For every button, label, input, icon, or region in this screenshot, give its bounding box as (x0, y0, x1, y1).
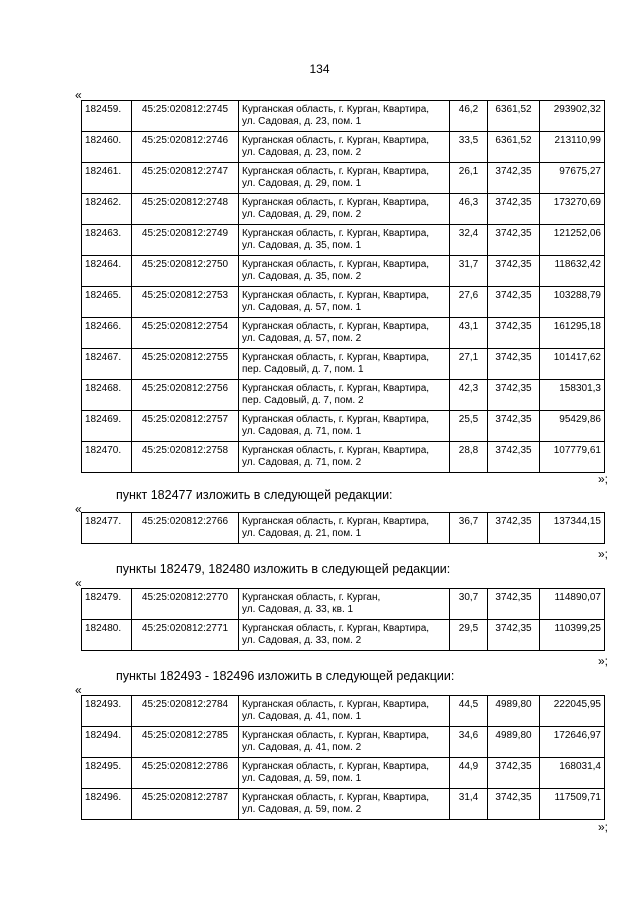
address-line-2: ул. Садовая, д. 23, пом. 1 (242, 116, 362, 127)
address-cell (239, 411, 450, 442)
unit-price-cell: 3742,35 (488, 318, 540, 349)
address-line-1: Курганская область, г. Курган, Квартира, (242, 414, 430, 425)
unit-price-cell: 3742,35 (488, 194, 540, 225)
open-quote: « (75, 683, 82, 697)
register-table (81, 695, 605, 820)
unit-price-cell: 3742,35 (488, 349, 540, 380)
area-cell: 33,5 (450, 132, 488, 163)
address-line-2: ул. Садовая, д. 59, пом. 2 (242, 804, 362, 815)
table-row (82, 411, 605, 442)
item-number-cell: 182494. (82, 727, 132, 758)
register-table (81, 100, 605, 473)
unit-price-cell: 3742,35 (488, 758, 540, 789)
address-cell (239, 758, 450, 789)
address-cell (239, 589, 450, 620)
unit-price-cell: 3742,35 (488, 789, 540, 820)
address-line-1: Курганская область, г. Курган, Квартира, (242, 699, 430, 710)
table-body (82, 513, 605, 544)
address-line-1: Курганская область, г. Курган, Квартира, (242, 516, 430, 527)
address-cell (239, 101, 450, 132)
address-line-2: ул. Садовая, д. 29, пом. 2 (242, 209, 362, 220)
cadastral-number-cell: 45:25:020812:2754 (132, 318, 239, 349)
unit-price-cell: 3742,35 (488, 225, 540, 256)
total-value-cell: 114890,07 (540, 589, 605, 620)
area-cell: 29,5 (450, 620, 488, 651)
table-row (82, 318, 605, 349)
cadastral-number-cell: 45:25:020812:2757 (132, 411, 239, 442)
page-number: 134 (309, 62, 330, 76)
total-value-cell: 95429,86 (540, 411, 605, 442)
area-cell: 46,2 (450, 101, 488, 132)
table-row (82, 349, 605, 380)
amendment-instruction: пункты 182493 - 182496 изложить в следующей редакции: (116, 669, 455, 683)
area-cell: 36,7 (450, 513, 488, 544)
table-row (82, 620, 605, 651)
total-value-cell: 121252,06 (540, 225, 605, 256)
address-line-2: ул. Садовая, д. 71, пом. 1 (242, 426, 362, 437)
cadastral-number-cell: 45:25:020812:2756 (132, 380, 239, 411)
cadastral-number-cell: 45:25:020812:2747 (132, 163, 239, 194)
cadastral-number-cell: 45:25:020812:2753 (132, 287, 239, 318)
address-line-2: ул. Садовая, д. 59, пом. 1 (242, 773, 362, 784)
total-value-cell: 158301,3 (540, 380, 605, 411)
address-line-2: ул. Садовая, д. 57, пом. 1 (242, 302, 362, 313)
close-quote: »; (598, 654, 609, 668)
table-row (82, 163, 605, 194)
table-row (82, 513, 605, 544)
area-cell: 43,1 (450, 318, 488, 349)
total-value-cell: 173270,69 (540, 194, 605, 225)
address-line-2: ул. Садовая, д. 71, пом. 2 (242, 457, 362, 468)
address-line-2: ул. Садовая, д. 35, пом. 1 (242, 240, 362, 251)
cadastral-number-cell: 45:25:020812:2746 (132, 132, 239, 163)
table-row (82, 287, 605, 318)
register-table (81, 588, 605, 651)
unit-price-cell: 3742,35 (488, 442, 540, 473)
unit-price-cell: 3742,35 (488, 380, 540, 411)
unit-price-cell: 3742,35 (488, 163, 540, 194)
address-line-1: Курганская область, г. Курган, Квартира, (242, 623, 430, 634)
table-body (82, 589, 605, 651)
area-cell: 30,7 (450, 589, 488, 620)
area-cell: 32,4 (450, 225, 488, 256)
item-number-cell: 182468. (82, 380, 132, 411)
address-line-2: пер. Садовый, д. 7, пом. 1 (242, 364, 364, 375)
table-row (82, 132, 605, 163)
total-value-cell: 172646,97 (540, 727, 605, 758)
area-cell: 28,8 (450, 442, 488, 473)
unit-price-cell: 3742,35 (488, 411, 540, 442)
address-cell (239, 513, 450, 544)
area-cell: 26,1 (450, 163, 488, 194)
cadastral-number-cell: 45:25:020812:2758 (132, 442, 239, 473)
total-value-cell: 110399,25 (540, 620, 605, 651)
unit-price-cell: 6361,52 (488, 101, 540, 132)
close-quote: »; (598, 472, 609, 486)
area-cell: 27,6 (450, 287, 488, 318)
area-cell: 44,9 (450, 758, 488, 789)
area-cell: 44,5 (450, 696, 488, 727)
address-line-2: ул. Садовая, д. 57, пом. 2 (242, 333, 362, 344)
address-cell (239, 789, 450, 820)
address-cell (239, 727, 450, 758)
item-number-cell: 182479. (82, 589, 132, 620)
cadastral-number-cell: 45:25:020812:2771 (132, 620, 239, 651)
open-quote: « (75, 502, 82, 516)
address-cell (239, 287, 450, 318)
unit-price-cell: 3742,35 (488, 620, 540, 651)
total-value-cell: 293902,32 (540, 101, 605, 132)
address-line-1: Курганская область, г. Курган, (242, 592, 381, 603)
item-number-cell: 182477. (82, 513, 132, 544)
address-line-2: ул. Садовая, д. 33, кв. 1 (242, 604, 354, 615)
unit-price-cell: 3742,35 (488, 513, 540, 544)
total-value-cell: 222045,95 (540, 696, 605, 727)
address-line-1: Курганская область, г. Курган, Квартира, (242, 135, 430, 146)
cadastral-number-cell: 45:25:020812:2750 (132, 256, 239, 287)
address-cell (239, 318, 450, 349)
item-number-cell: 182462. (82, 194, 132, 225)
unit-price-cell: 6361,52 (488, 132, 540, 163)
item-number-cell: 182461. (82, 163, 132, 194)
table-row (82, 727, 605, 758)
item-number-cell: 182466. (82, 318, 132, 349)
total-value-cell: 161295,18 (540, 318, 605, 349)
total-value-cell: 103288,79 (540, 287, 605, 318)
item-number-cell: 182496. (82, 789, 132, 820)
area-cell: 31,4 (450, 789, 488, 820)
table-row (82, 696, 605, 727)
address-cell (239, 194, 450, 225)
close-quote: »; (598, 820, 609, 834)
address-line-1: Курганская область, г. Курган, Квартира, (242, 104, 430, 115)
area-cell: 46,3 (450, 194, 488, 225)
table-row (82, 225, 605, 256)
address-line-2: ул. Садовая, д. 35, пом. 2 (242, 271, 362, 282)
item-number-cell: 182465. (82, 287, 132, 318)
cadastral-number-cell: 45:25:020812:2786 (132, 758, 239, 789)
cadastral-number-cell: 45:25:020812:2787 (132, 789, 239, 820)
table-row (82, 758, 605, 789)
table-row (82, 442, 605, 473)
address-line-1: Курганская область, г. Курган, Квартира, (242, 321, 430, 332)
cadastral-number-cell: 45:25:020812:2748 (132, 194, 239, 225)
area-cell: 27,1 (450, 349, 488, 380)
table-row (82, 589, 605, 620)
unit-price-cell: 4989,80 (488, 696, 540, 727)
total-value-cell: 117509,71 (540, 789, 605, 820)
address-line-1: Курганская область, г. Курган, Квартира, (242, 197, 430, 208)
unit-price-cell: 3742,35 (488, 589, 540, 620)
total-value-cell: 107779,61 (540, 442, 605, 473)
table-row (82, 256, 605, 287)
address-line-1: Курганская область, г. Курган, Квартира, (242, 290, 430, 301)
unit-price-cell: 4989,80 (488, 727, 540, 758)
total-value-cell: 118632,42 (540, 256, 605, 287)
address-cell (239, 132, 450, 163)
address-line-2: ул. Садовая, д. 41, пом. 2 (242, 742, 362, 753)
cadastral-number-cell: 45:25:020812:2745 (132, 101, 239, 132)
total-value-cell: 168031,4 (540, 758, 605, 789)
amendment-instruction: пункты 182479, 182480 изложить в следующей редакции: (116, 562, 451, 576)
address-cell (239, 225, 450, 256)
address-line-2: ул. Садовая, д. 21, пом. 1 (242, 528, 362, 539)
address-cell (239, 696, 450, 727)
item-number-cell: 182459. (82, 101, 132, 132)
item-number-cell: 182464. (82, 256, 132, 287)
table-row (82, 380, 605, 411)
total-value-cell: 101417,62 (540, 349, 605, 380)
address-cell (239, 620, 450, 651)
item-number-cell: 182470. (82, 442, 132, 473)
cadastral-number-cell: 45:25:020812:2755 (132, 349, 239, 380)
item-number-cell: 182495. (82, 758, 132, 789)
address-line-2: ул. Садовая, д. 41, пом. 1 (242, 711, 362, 722)
address-line-1: Курганская область, г. Курган, Квартира, (242, 259, 430, 270)
table-row (82, 789, 605, 820)
close-quote: »; (598, 547, 609, 561)
address-line-1: Курганская область, г. Курган, Квартира, (242, 228, 430, 239)
table-row (82, 194, 605, 225)
address-cell (239, 256, 450, 287)
item-number-cell: 182469. (82, 411, 132, 442)
cadastral-number-cell: 45:25:020812:2785 (132, 727, 239, 758)
area-cell: 31,7 (450, 256, 488, 287)
item-number-cell: 182467. (82, 349, 132, 380)
address-line-1: Курганская область, г. Курган, Квартира, (242, 352, 430, 363)
address-cell (239, 349, 450, 380)
item-number-cell: 182480. (82, 620, 132, 651)
area-cell: 42,3 (450, 380, 488, 411)
open-quote: « (75, 88, 82, 102)
cadastral-number-cell: 45:25:020812:2749 (132, 225, 239, 256)
address-cell (239, 442, 450, 473)
address-cell (239, 163, 450, 194)
unit-price-cell: 3742,35 (488, 287, 540, 318)
address-cell (239, 380, 450, 411)
table-body (82, 696, 605, 820)
cadastral-number-cell: 45:25:020812:2784 (132, 696, 239, 727)
unit-price-cell: 3742,35 (488, 256, 540, 287)
address-line-1: Курганская область, г. Курган, Квартира, (242, 792, 430, 803)
address-line-1: Курганская область, г. Курган, Квартира, (242, 166, 430, 177)
total-value-cell: 213110,99 (540, 132, 605, 163)
area-cell: 25,5 (450, 411, 488, 442)
item-number-cell: 182463. (82, 225, 132, 256)
address-line-2: ул. Садовая, д. 29, пом. 1 (242, 178, 362, 189)
address-line-2: ул. Садовая, д. 33, пом. 2 (242, 635, 362, 646)
item-number-cell: 182493. (82, 696, 132, 727)
address-line-1: Курганская область, г. Курган, Квартира, (242, 383, 430, 394)
address-line-1: Курганская область, г. Курган, Квартира, (242, 730, 430, 741)
address-line-1: Курганская область, г. Курган, Квартира, (242, 761, 430, 772)
table-row (82, 101, 605, 132)
address-line-2: пер. Садовый, д. 7, пом. 2 (242, 395, 364, 406)
register-table (81, 512, 605, 544)
cadastral-number-cell: 45:25:020812:2766 (132, 513, 239, 544)
address-line-2: ул. Садовая, д. 23, пом. 2 (242, 147, 362, 158)
total-value-cell: 97675,27 (540, 163, 605, 194)
cadastral-number-cell: 45:25:020812:2770 (132, 589, 239, 620)
open-quote: « (75, 576, 82, 590)
table-body (82, 101, 605, 473)
total-value-cell: 137344,15 (540, 513, 605, 544)
area-cell: 34,6 (450, 727, 488, 758)
item-number-cell: 182460. (82, 132, 132, 163)
address-line-1: Курганская область, г. Курган, Квартира, (242, 445, 430, 456)
amendment-instruction: пункт 182477 изложить в следующей редакции: (116, 488, 393, 502)
